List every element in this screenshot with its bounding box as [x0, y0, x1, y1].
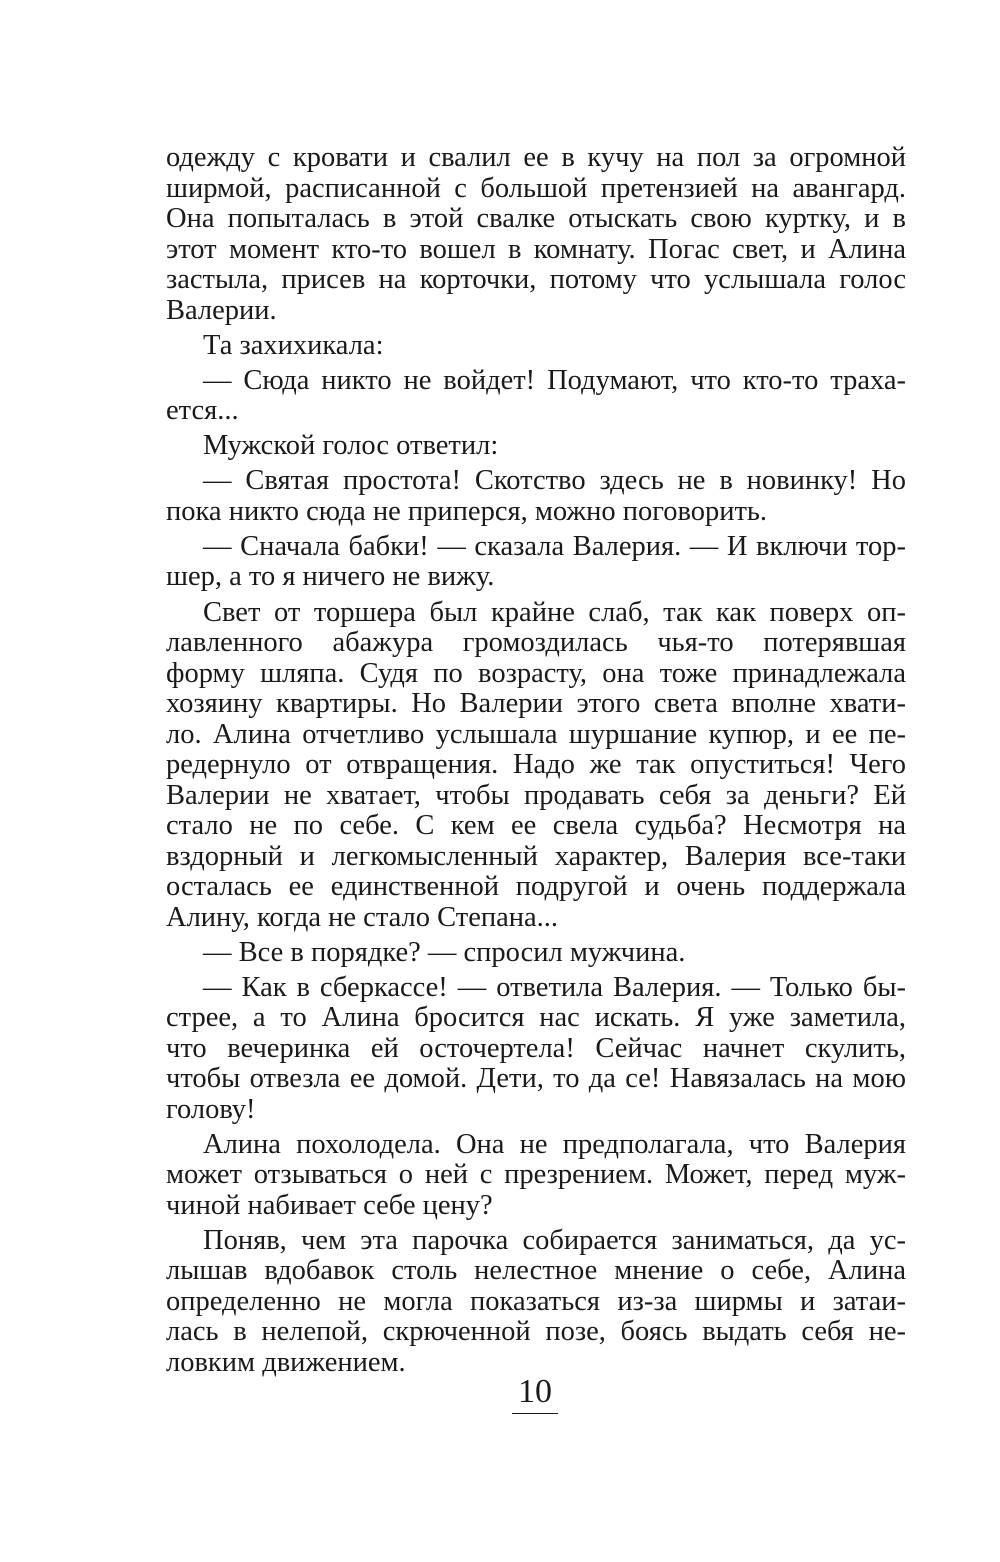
- paragraph: [166, 973, 906, 1126]
- text-line: одежду с кровати и свалил ее в кучу на пол за огромной: [166, 142, 906, 173]
- text-line: этот момент кто-то вошел в комнату. Погас свет, и Алина: [166, 233, 906, 265]
- text-line: Та захихикала:: [203, 329, 384, 361]
- paragraph: [166, 331, 906, 362]
- body-text: [166, 143, 906, 1383]
- text-line: осталась ее единственной подругой и очень поддержала: [166, 871, 906, 903]
- text-line: Валерии не хватает, чтобы продавать себя за деньги? Ей: [166, 779, 906, 811]
- text-line: — Сюда никто не войдет! Подумают, что кто-то траха-: [203, 364, 906, 396]
- text-line: лышав вдобавок столь нелестное мнение о себе, Алина: [166, 1255, 906, 1287]
- text-line: стрее, а то Алина бросится нас искать. Я уже заметила,: [166, 1002, 906, 1034]
- paragraph: [166, 431, 906, 462]
- text-line: Мужской голос ответил:: [203, 430, 499, 462]
- paragraph: [166, 532, 906, 593]
- page-number-rule: [512, 1413, 558, 1414]
- text-line: — Все в порядке? — спросил мужчина.: [203, 936, 686, 968]
- text-line: ется...: [166, 395, 239, 427]
- text-line: — Святая простота! Скотство здесь не в новинку! Но: [203, 465, 906, 497]
- text-line: шер, а то я ничего не вижу.: [166, 561, 495, 593]
- text-line: вздорный и легкомысленный характер, Валерия все-таки: [166, 840, 906, 872]
- text-line: — Сначала бабки! — сказала Валерия. — И включи тор-: [203, 530, 906, 562]
- paragraph: [166, 466, 906, 527]
- paragraph: [166, 938, 906, 969]
- text-line: Валерии.: [166, 294, 277, 326]
- text-line: Алина похолодела. Она не предполагала, что Валерия: [203, 1128, 906, 1160]
- text-line: чиной набивает себе цену?: [166, 1189, 493, 1221]
- text-line: ширмой, расписанной с большой претензией на авангард.: [166, 172, 906, 204]
- text-line: Свет от торшера был крайне слаб, так как поверх оп-: [203, 596, 906, 628]
- paragraph: [166, 1226, 906, 1379]
- text-line: ловким движением.: [166, 1346, 406, 1378]
- text-line: чтобы отвезла ее домой. Дети, то да се! Навязалась на мою: [166, 1063, 906, 1095]
- text-line: может отзываться о ней с презрением. Может, перед муж-: [166, 1159, 906, 1191]
- paragraph: [166, 1130, 906, 1222]
- text-line: Поняв, чем эта парочка собирается заниматься, да ус-: [203, 1224, 906, 1256]
- text-line: — Как в сберкассе! — ответила Валерия. — Только бы-: [203, 971, 906, 1003]
- text-line: пока никто сюда не приперся, можно поговорить.: [166, 495, 768, 527]
- text-line: лась в нелепой, скрюченной позе, боясь выдать себя не-: [166, 1316, 906, 1348]
- text-line: ло. Алина отчетливо услышала шуршание купюр, и ее пе-: [166, 718, 906, 750]
- text-line: стало не по себе. С кем ее свела судьба? Несмотря на: [166, 810, 906, 842]
- text-line: застыла, присев на корточки, потому что услышала голос: [166, 264, 906, 295]
- text-line: что вечеринка ей осточертела! Сейчас начнет скулить,: [166, 1032, 906, 1064]
- text-line: Она попыталась в этой свалке отыскать свою куртку, и в: [166, 203, 906, 234]
- page-number: 10: [518, 1373, 552, 1410]
- paragraph: [166, 366, 906, 427]
- text-line: хозяину квартиры. Но Валерии этого света вполне хвати-: [166, 688, 906, 720]
- text-line: редернуло от отвращения. Надо же так опуститься! Чего: [166, 749, 906, 781]
- text-line: определенно не могла показаться из-за ширмы и затаи-: [166, 1285, 906, 1317]
- text-line: форму шляпа. Судя по возрасту, она тоже принадлежала: [166, 657, 906, 689]
- paragraph: [166, 143, 906, 326]
- text-line: лавленного абажура громоздилась чья-то потерявшая: [166, 627, 906, 659]
- paragraph: [166, 598, 906, 934]
- text-line: Алину, когда не стало Степана...: [166, 901, 559, 933]
- text-line: голову!: [166, 1093, 256, 1125]
